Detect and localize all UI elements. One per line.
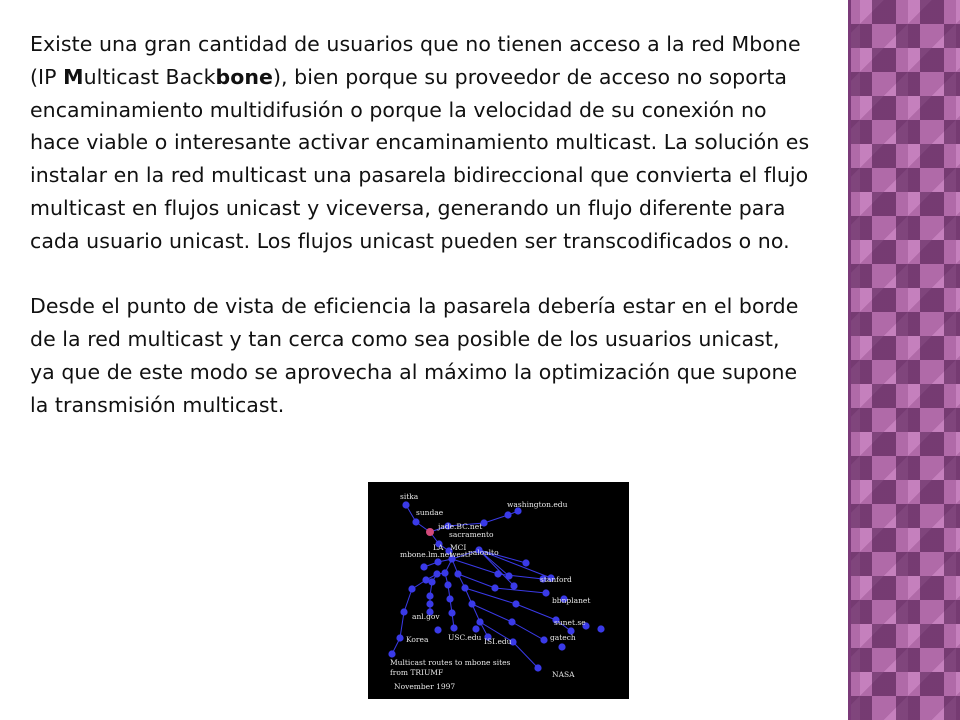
label-usc: USC.edu	[448, 633, 482, 642]
label-gatech: gatech	[550, 633, 576, 642]
label-sundae: sundae	[416, 508, 444, 517]
paragraph-1-part-b: ulticast Back	[83, 64, 216, 89]
caption-line-1: Multicast routes to mbone sites	[390, 658, 511, 667]
caption-line-3: November 1997	[394, 682, 456, 691]
label-washington: washington.edu	[507, 500, 568, 509]
figure-caption	[390, 658, 511, 691]
label-west: west	[450, 550, 468, 559]
label-jade: jade.BC.net	[438, 522, 483, 531]
label-nasa: NASA	[552, 670, 575, 679]
label-anl: anl.gov	[412, 612, 440, 621]
paragraph-1-part-a: Existe una gran cantidad de usuarios que no tienen acceso a la red Mbone (IP	[30, 32, 801, 89]
label-mci: MCI	[450, 543, 467, 552]
mbone-routes-diagram	[368, 482, 629, 699]
decorative-band-edge	[848, 0, 851, 720]
label-mbone: mbone.lm.net	[400, 550, 453, 559]
mbone-routes-figure	[368, 482, 629, 699]
label-bbnplanet: bbnplanet	[552, 596, 591, 605]
label-sunet: sunet.se	[554, 618, 586, 627]
route-nodes	[388, 501, 604, 671]
label-stanford: stanford	[540, 575, 572, 584]
triumf-root-node	[426, 528, 434, 536]
paragraph-1-part-c: ), bien porque su proveedor de acceso no soporta encaminamiento multidifusión o porque la velocidad de su conexión no hace viable o interesante activar encaminamiento multicast. La solución es instalar en la red multicast una pasarela bidireccional que convierta el flujo multicast en flujos unicast y viceversa, generando un flujo diferente para cada usuario unicast. Los flujos unicast pueden ser transcodificados o no.	[30, 64, 810, 253]
label-korea: Korea	[406, 635, 429, 644]
label-la: LA	[433, 543, 444, 552]
label-paloalto: paloalto	[468, 548, 499, 557]
caption-line-2: from TRIUMF	[390, 668, 444, 677]
label-sacramento: sacramento	[449, 530, 494, 539]
paragraph-1-bold-bone: bone	[215, 64, 273, 89]
paragraph-1	[30, 28, 810, 258]
slide-text	[30, 28, 810, 422]
label-sitka: sitka	[400, 492, 419, 501]
label-isi: ISI.edu	[484, 637, 512, 646]
decorative-side-band	[848, 0, 960, 720]
paragraph-2: Desde el punto de vista de eficiencia la pasarela debería estar en el borde de la red multicast y tan cerca como sea posible de los usuarios unicast, ya que de este modo se aprovecha al máximo la optimización que supone la transmisión multicast.	[30, 294, 799, 417]
paragraph-1-bold-m: M	[63, 64, 84, 89]
